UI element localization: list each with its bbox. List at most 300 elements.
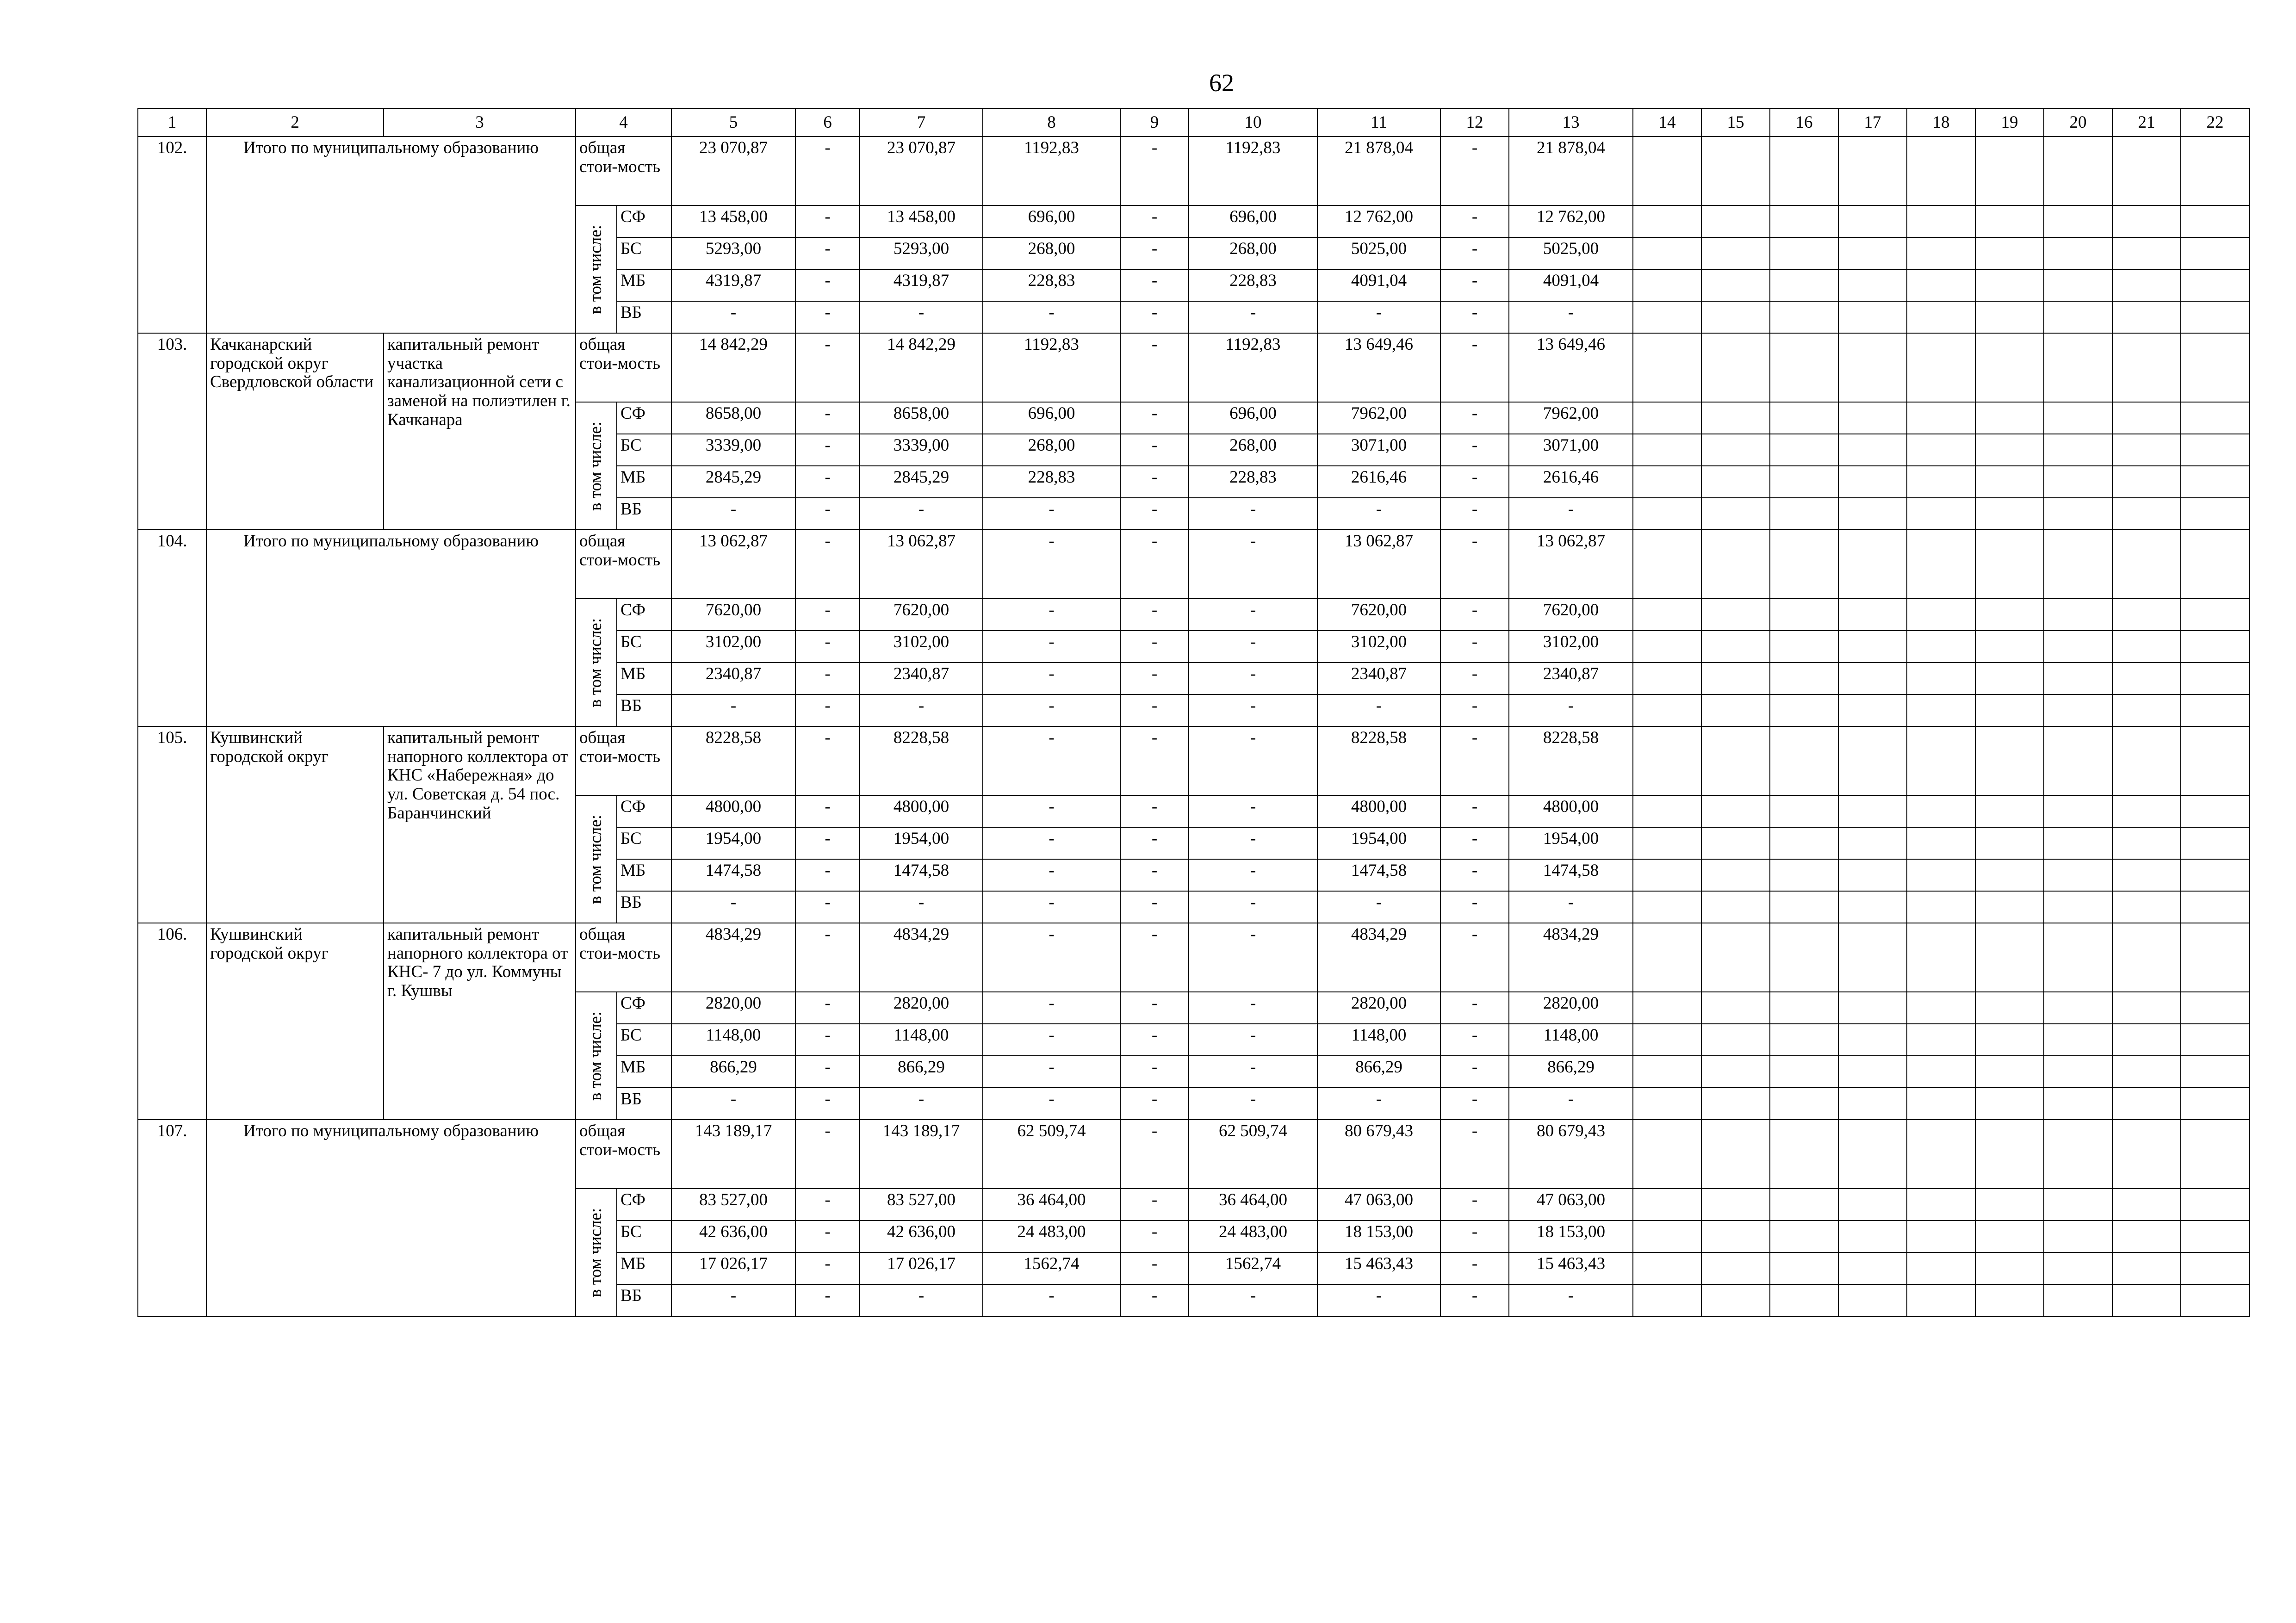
empty-cell [1907, 726, 1975, 795]
empty-cell [1838, 891, 1907, 923]
value-cell: - [860, 891, 983, 923]
empty-cell [1975, 891, 2044, 923]
value-cell: 1148,00 [1317, 1024, 1440, 1056]
empty-cell [1701, 923, 1770, 992]
value-cell: 1954,00 [671, 827, 795, 859]
value-cell: 23 070,87 [860, 136, 983, 205]
empty-cell [2181, 205, 2249, 237]
empty-cell [2181, 466, 2249, 498]
empty-cell [1907, 1284, 1975, 1316]
funding-source-label: БС [617, 631, 671, 663]
empty-cell [2044, 1056, 2112, 1088]
empty-cell [2044, 1252, 2112, 1284]
column-number: 4 [576, 109, 671, 136]
empty-cell [1975, 859, 2044, 891]
value-cell: - [983, 992, 1120, 1024]
empty-cell [1633, 498, 1701, 530]
value-cell: - [1317, 694, 1440, 726]
empty-cell [2112, 1024, 2181, 1056]
value-cell: - [1317, 1088, 1440, 1120]
value-cell: 866,29 [860, 1056, 983, 1088]
value-cell: 7620,00 [860, 599, 983, 631]
empty-cell [1770, 1024, 1838, 1056]
value-cell: - [860, 301, 983, 333]
value-cell: - [1120, 1220, 1189, 1252]
value-cell: - [795, 136, 860, 205]
empty-cell [2044, 1088, 2112, 1120]
column-number: 16 [1770, 109, 1838, 136]
empty-cell [1701, 891, 1770, 923]
cost-label: общая стои-мость [576, 1120, 671, 1189]
empty-cell [1975, 434, 2044, 466]
value-cell: - [795, 859, 860, 891]
value-cell: - [1120, 530, 1189, 599]
empty-cell [1701, 1220, 1770, 1252]
empty-cell [2112, 599, 2181, 631]
empty-cell [2181, 136, 2249, 205]
empty-cell [1907, 333, 1975, 402]
empty-cell [2044, 694, 2112, 726]
empty-cell [1907, 466, 1975, 498]
value-cell: - [1440, 1220, 1509, 1252]
object-description: капитальный ремонт напорного коллектора от КНС «Набережная» до ул. Советская д. 54 пос. Баранчинский [384, 726, 576, 923]
value-cell: - [1120, 1120, 1189, 1189]
including-label-cell [576, 205, 617, 333]
column-number: 21 [2112, 109, 2181, 136]
empty-cell [2181, 726, 2249, 795]
empty-cell [1838, 827, 1907, 859]
value-cell: - [795, 333, 860, 402]
empty-cell [2044, 205, 2112, 237]
empty-cell [2044, 301, 2112, 333]
empty-cell [1633, 466, 1701, 498]
empty-cell [1633, 205, 1701, 237]
value-cell: - [1120, 1284, 1189, 1316]
value-cell: 36 464,00 [1189, 1189, 1317, 1220]
value-cell: - [1120, 402, 1189, 434]
empty-cell [2112, 1189, 2181, 1220]
column-number: 19 [1975, 109, 2044, 136]
empty-cell [1770, 1088, 1838, 1120]
value-cell: 80 679,43 [1317, 1120, 1440, 1189]
empty-cell [1633, 1189, 1701, 1220]
empty-cell [1770, 631, 1838, 663]
funding-source-label: ВБ [617, 694, 671, 726]
empty-cell [2181, 1284, 2249, 1316]
empty-cell [1701, 1024, 1770, 1056]
value-cell: - [1440, 726, 1509, 795]
value-cell: - [795, 631, 860, 663]
row-number: 105. [138, 726, 206, 923]
value-cell: - [1440, 891, 1509, 923]
empty-cell [2181, 859, 2249, 891]
empty-cell [1907, 992, 1975, 1024]
empty-cell [1770, 694, 1838, 726]
value-cell: 2845,29 [860, 466, 983, 498]
funding-source-label: МБ [617, 466, 671, 498]
empty-cell [1701, 1252, 1770, 1284]
empty-cell [2044, 827, 2112, 859]
value-cell: - [1440, 694, 1509, 726]
empty-cell [1907, 1056, 1975, 1088]
funding-source-label: БС [617, 237, 671, 269]
empty-cell [1975, 136, 2044, 205]
value-cell: - [1440, 1284, 1509, 1316]
value-cell: 866,29 [1509, 1056, 1633, 1088]
empty-cell [2112, 1120, 2181, 1189]
empty-cell [2112, 1284, 2181, 1316]
empty-cell [2112, 631, 2181, 663]
empty-cell [1907, 237, 1975, 269]
value-cell: 8658,00 [671, 402, 795, 434]
empty-cell [2112, 1056, 2181, 1088]
value-cell: - [983, 726, 1120, 795]
value-cell: - [983, 631, 1120, 663]
empty-cell [1838, 1088, 1907, 1120]
empty-cell [1633, 1120, 1701, 1189]
value-cell: - [1440, 466, 1509, 498]
value-cell: 7962,00 [1317, 402, 1440, 434]
empty-cell [1975, 663, 2044, 694]
municipality-name: Качканарский городской округ Свердловской области [206, 333, 384, 530]
value-cell: - [1440, 859, 1509, 891]
empty-cell [1907, 1220, 1975, 1252]
value-cell: 4091,04 [1509, 269, 1633, 301]
value-cell: - [860, 694, 983, 726]
value-cell: - [795, 1220, 860, 1252]
empty-cell [2181, 992, 2249, 1024]
empty-cell [2044, 1189, 2112, 1220]
empty-cell [2181, 1252, 2249, 1284]
value-cell: 4091,04 [1317, 269, 1440, 301]
empty-cell [1770, 599, 1838, 631]
value-cell: - [1189, 694, 1317, 726]
funding-source-label: ВБ [617, 891, 671, 923]
empty-cell [1633, 1088, 1701, 1120]
column-number-row [138, 109, 2296, 136]
value-cell: 4834,29 [1509, 923, 1633, 992]
value-cell: 5293,00 [671, 237, 795, 269]
value-cell: - [1189, 726, 1317, 795]
empty-cell [1633, 631, 1701, 663]
value-cell: - [1120, 599, 1189, 631]
empty-cell [1770, 301, 1838, 333]
funding-source-label: БС [617, 827, 671, 859]
empty-cell [1770, 859, 1838, 891]
value-cell: 24 483,00 [983, 1220, 1120, 1252]
value-cell: - [1440, 136, 1509, 205]
value-cell: 2820,00 [1509, 992, 1633, 1024]
empty-cell [2044, 1120, 2112, 1189]
value-cell: 1954,00 [860, 827, 983, 859]
empty-cell [1838, 1252, 1907, 1284]
value-cell: 5025,00 [1509, 237, 1633, 269]
value-cell: 228,83 [983, 269, 1120, 301]
cost-label: общая стои-мость [576, 530, 671, 599]
empty-cell [1975, 1189, 2044, 1220]
value-cell: - [983, 663, 1120, 694]
value-cell: - [1120, 859, 1189, 891]
empty-cell [2181, 1056, 2249, 1088]
empty-cell [1770, 827, 1838, 859]
value-cell: - [1509, 891, 1633, 923]
value-cell: - [795, 827, 860, 859]
empty-cell [1633, 301, 1701, 333]
value-cell: 866,29 [1317, 1056, 1440, 1088]
empty-cell [1907, 1088, 1975, 1120]
empty-cell [1770, 498, 1838, 530]
value-cell: - [983, 301, 1120, 333]
value-cell: 2820,00 [1317, 992, 1440, 1024]
value-cell: 21 878,04 [1509, 136, 1633, 205]
funding-source-label: СФ [617, 599, 671, 631]
block-total-row [138, 1120, 2296, 1189]
empty-cell [2181, 663, 2249, 694]
empty-cell [1838, 205, 1907, 237]
empty-cell [1633, 530, 1701, 599]
empty-cell [1838, 599, 1907, 631]
empty-cell [2112, 237, 2181, 269]
value-cell: 14 842,29 [860, 333, 983, 402]
empty-cell [1770, 1189, 1838, 1220]
column-number: 17 [1838, 109, 1907, 136]
value-cell: 13 649,46 [1509, 333, 1633, 402]
value-cell: - [1189, 827, 1317, 859]
empty-cell [1975, 795, 2044, 827]
empty-cell [2181, 498, 2249, 530]
empty-cell [2181, 237, 2249, 269]
empty-cell [2044, 923, 2112, 992]
value-cell: 8228,58 [860, 726, 983, 795]
value-cell: 696,00 [983, 402, 1120, 434]
empty-cell [2044, 269, 2112, 301]
empty-cell [2044, 1220, 2112, 1252]
value-cell: - [1189, 631, 1317, 663]
including-label-cell [576, 402, 617, 530]
value-cell: - [1440, 1189, 1509, 1220]
empty-cell [1907, 1252, 1975, 1284]
value-cell: - [1120, 795, 1189, 827]
cost-label: общая стои-мость [576, 726, 671, 795]
empty-cell [1838, 237, 1907, 269]
empty-cell [1770, 891, 1838, 923]
value-cell: - [1120, 466, 1189, 498]
empty-cell [1838, 333, 1907, 402]
value-cell: - [671, 498, 795, 530]
empty-cell [2181, 269, 2249, 301]
value-cell: - [1317, 301, 1440, 333]
empty-cell [1975, 466, 2044, 498]
value-cell: 1192,83 [1189, 136, 1317, 205]
value-cell: 4834,29 [860, 923, 983, 992]
value-cell: - [1440, 663, 1509, 694]
funding-source-label: СФ [617, 992, 671, 1024]
value-cell: - [1440, 530, 1509, 599]
empty-cell [1633, 237, 1701, 269]
value-cell: - [795, 1189, 860, 1220]
empty-cell [2112, 726, 2181, 795]
including-label-cell [576, 1189, 617, 1316]
empty-cell [1907, 1189, 1975, 1220]
value-cell: - [860, 498, 983, 530]
value-cell: 13 458,00 [671, 205, 795, 237]
value-cell: - [860, 1284, 983, 1316]
value-cell: 2340,87 [860, 663, 983, 694]
value-cell: - [1120, 694, 1189, 726]
empty-cell [1701, 1088, 1770, 1120]
value-cell: - [671, 1284, 795, 1316]
value-cell: - [795, 663, 860, 694]
value-cell: 13 062,87 [1509, 530, 1633, 599]
empty-cell [1975, 694, 2044, 726]
value-cell: - [1120, 1056, 1189, 1088]
value-cell: 13 649,46 [1317, 333, 1440, 402]
empty-cell [1633, 136, 1701, 205]
value-cell: - [795, 498, 860, 530]
empty-cell [1838, 402, 1907, 434]
value-cell: 1192,83 [983, 333, 1120, 402]
empty-cell [2181, 1220, 2249, 1252]
empty-cell [1701, 402, 1770, 434]
value-cell: - [795, 269, 860, 301]
empty-cell [2181, 301, 2249, 333]
value-cell: 3339,00 [671, 434, 795, 466]
value-cell: 13 062,87 [860, 530, 983, 599]
empty-cell [2112, 466, 2181, 498]
empty-cell [1701, 726, 1770, 795]
funding-source-label: СФ [617, 402, 671, 434]
empty-cell [1975, 1088, 2044, 1120]
empty-cell [2044, 1284, 2112, 1316]
value-cell: - [983, 599, 1120, 631]
value-cell: 4800,00 [860, 795, 983, 827]
value-cell: - [671, 1088, 795, 1120]
value-cell: 4834,29 [1317, 923, 1440, 992]
empty-cell [1701, 599, 1770, 631]
empty-cell [1770, 402, 1838, 434]
including-label: в том числе: [586, 421, 606, 511]
block-total-row [138, 530, 2296, 599]
empty-cell [2044, 992, 2112, 1024]
empty-cell [1701, 795, 1770, 827]
value-cell: - [1189, 498, 1317, 530]
value-cell: - [1120, 333, 1189, 402]
value-cell: 7620,00 [1509, 599, 1633, 631]
value-cell: - [1509, 498, 1633, 530]
value-cell: - [795, 434, 860, 466]
funding-source-label: СФ [617, 205, 671, 237]
object-description: капитальный ремонт участка канализационной сети с заменой на полиэтилен г. Качканара [384, 333, 576, 530]
value-cell: - [1189, 1088, 1317, 1120]
value-cell: - [983, 1088, 1120, 1120]
empty-cell [1907, 301, 1975, 333]
empty-cell [1633, 663, 1701, 694]
column-number: 6 [795, 109, 860, 136]
empty-cell [1907, 434, 1975, 466]
value-cell: - [983, 891, 1120, 923]
value-cell: - [795, 1284, 860, 1316]
empty-cell [1633, 694, 1701, 726]
value-cell: - [671, 694, 795, 726]
empty-cell [1701, 333, 1770, 402]
value-cell: - [795, 694, 860, 726]
value-cell: - [1440, 402, 1509, 434]
empty-cell [1838, 726, 1907, 795]
value-cell: 15 463,43 [1509, 1252, 1633, 1284]
value-cell: - [1440, 237, 1509, 269]
empty-cell [1907, 891, 1975, 923]
funding-source-label: МБ [617, 269, 671, 301]
value-cell: 7620,00 [1317, 599, 1440, 631]
empty-cell [1633, 434, 1701, 466]
empty-cell [1975, 530, 2044, 599]
empty-cell [1770, 1056, 1838, 1088]
row-number: 104. [138, 530, 206, 726]
empty-cell [1701, 498, 1770, 530]
value-cell: 1148,00 [671, 1024, 795, 1056]
column-number: 14 [1633, 109, 1701, 136]
empty-cell [1907, 402, 1975, 434]
value-cell: 42 636,00 [671, 1220, 795, 1252]
value-cell: - [1440, 795, 1509, 827]
value-cell: - [983, 694, 1120, 726]
value-cell: 1474,58 [1317, 859, 1440, 891]
empty-cell [1633, 333, 1701, 402]
value-cell: - [795, 891, 860, 923]
value-cell: - [1509, 301, 1633, 333]
value-cell: - [795, 923, 860, 992]
value-cell: - [795, 795, 860, 827]
empty-cell [2181, 402, 2249, 434]
value-cell: 47 063,00 [1317, 1189, 1440, 1220]
empty-cell [1907, 859, 1975, 891]
empty-cell [1770, 269, 1838, 301]
value-cell: 8228,58 [1317, 726, 1440, 795]
funding-source-label: ВБ [617, 498, 671, 530]
value-cell: 1562,74 [983, 1252, 1120, 1284]
value-cell: - [1440, 923, 1509, 992]
value-cell: - [671, 301, 795, 333]
empty-cell [1770, 237, 1838, 269]
including-label-cell [576, 599, 617, 726]
value-cell: 23 070,87 [671, 136, 795, 205]
value-cell: 1474,58 [860, 859, 983, 891]
including-label: в том числе: [586, 1011, 606, 1101]
value-cell: - [983, 923, 1120, 992]
value-cell: 268,00 [1189, 434, 1317, 466]
including-label: в том числе: [586, 814, 606, 904]
value-cell: - [1440, 301, 1509, 333]
value-cell: - [1440, 1024, 1509, 1056]
empty-cell [1701, 1189, 1770, 1220]
empty-cell [1633, 795, 1701, 827]
empty-cell [2112, 923, 2181, 992]
empty-cell [1975, 269, 2044, 301]
empty-cell [2181, 1024, 2249, 1056]
value-cell: - [1317, 1284, 1440, 1316]
empty-cell [1770, 205, 1838, 237]
empty-cell [2044, 599, 2112, 631]
column-number: 20 [2044, 109, 2112, 136]
value-cell: 42 636,00 [860, 1220, 983, 1252]
column-number: 7 [860, 109, 983, 136]
empty-cell [1907, 694, 1975, 726]
value-cell: - [1120, 301, 1189, 333]
empty-cell [1907, 663, 1975, 694]
empty-cell [1975, 1220, 2044, 1252]
value-cell: - [1317, 498, 1440, 530]
value-cell: 2820,00 [671, 992, 795, 1024]
